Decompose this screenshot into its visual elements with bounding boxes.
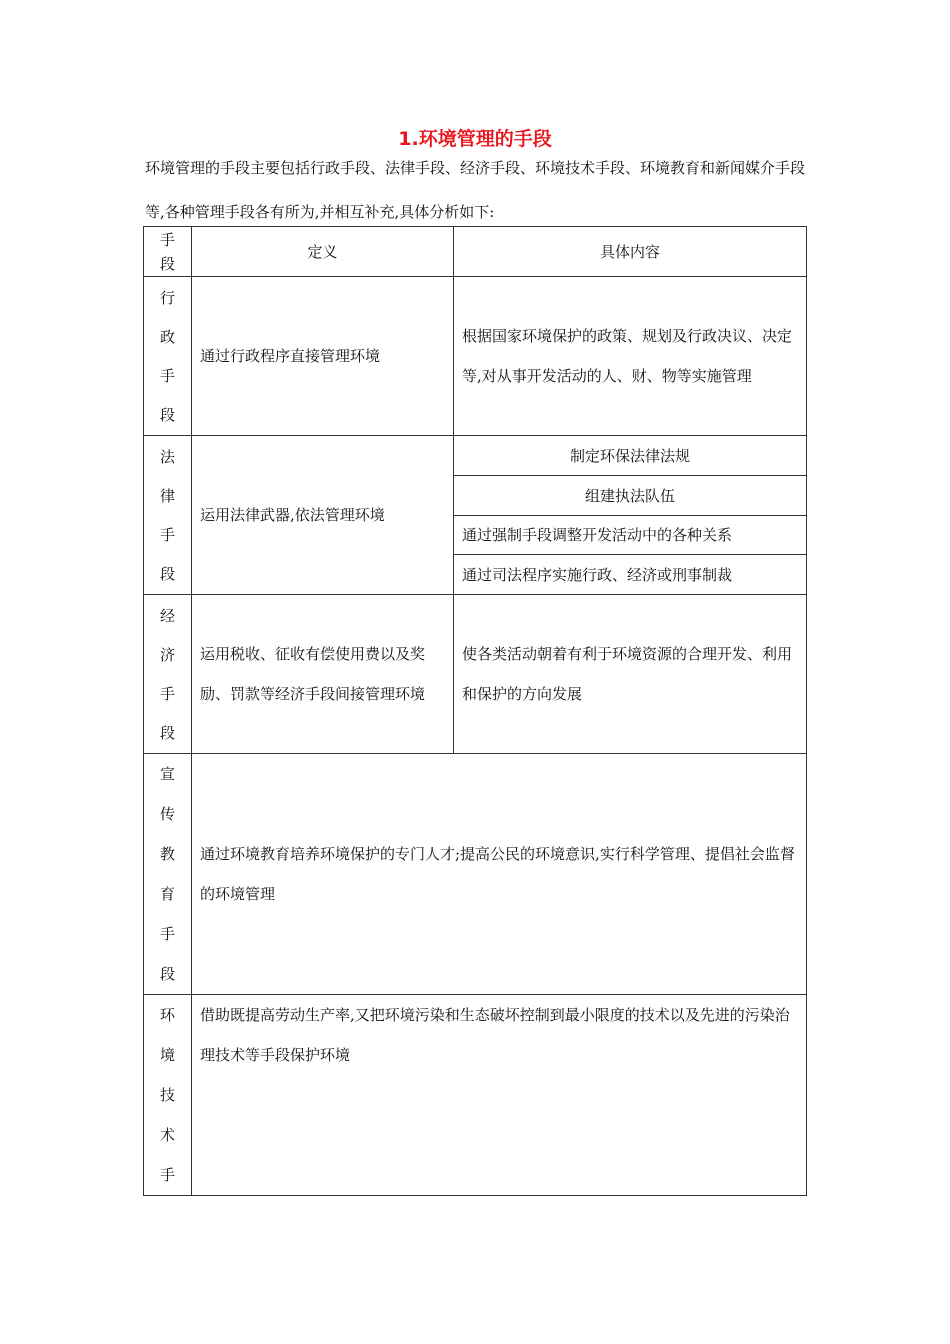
content-cell (454, 436, 807, 595)
definition-cell: 运用税收、征收有偿使用费以及奖励、罚款等经济手段间接管理环境 (192, 595, 454, 754)
content-cell: 根据国家环境保护的政策、规划及行政决议、决定等,对从事开发活动的人、财、物等实施管理 (454, 277, 807, 436)
header-content: 具体内容 (454, 227, 807, 277)
means-label-education: 宣 传 教 育 手 段 (144, 754, 192, 995)
means-label-economic: 经 济 手 段 (144, 595, 192, 754)
table-row (144, 436, 807, 595)
table-row (144, 277, 807, 436)
means-label-legal: 法 律 手 段 (144, 436, 192, 595)
merged-description-cell: 通过环境教育培养环境保护的专门人才;提高公民的环境意识,实行科学管理、提倡社会监督的环境管理 (192, 754, 807, 995)
list-item: 组建执法队伍 (454, 476, 806, 516)
page-title: 1.环境管理的手段 (398, 128, 552, 150)
means-table (143, 226, 807, 1196)
table-header-row (144, 227, 807, 277)
definition-cell: 通过行政程序直接管理环境 (192, 277, 454, 436)
merged-description-cell: 借助既提高劳动生产率,又把环境污染和生态破坏控制到最小限度的技术以及先进的污染治理技术等手段保护环境 (192, 995, 807, 1196)
list-item: 通过强制手段调整开发活动中的各种关系 (454, 516, 806, 556)
means-label-administrative: 行 政 手 段 (144, 277, 192, 436)
table-row (144, 754, 807, 995)
content-cell: 使各类活动朝着有利于环境资源的合理开发、利用和保护的方向发展 (454, 595, 807, 754)
means-label-technology: 环 境 技 术 手 (144, 995, 192, 1196)
list-item: 制定环保法律法规 (454, 436, 806, 476)
table-row (144, 595, 807, 754)
list-item: 通过司法程序实施行政、经济或刑事制裁 (462, 566, 733, 585)
intro-paragraph: 环境管理的手段主要包括行政手段、法律手段、经济手段、环境技术手段、环境教育和新闻媒介手段等,各种管理手段各有所为,并相互补充,具体分析如下: (145, 159, 806, 221)
header-means: 手 段 (144, 227, 192, 277)
definition-cell: 运用法律武器,依法管理环境 (192, 436, 454, 595)
header-definition: 定义 (192, 227, 454, 277)
content-sublist (454, 436, 806, 594)
table-row (144, 995, 807, 1196)
